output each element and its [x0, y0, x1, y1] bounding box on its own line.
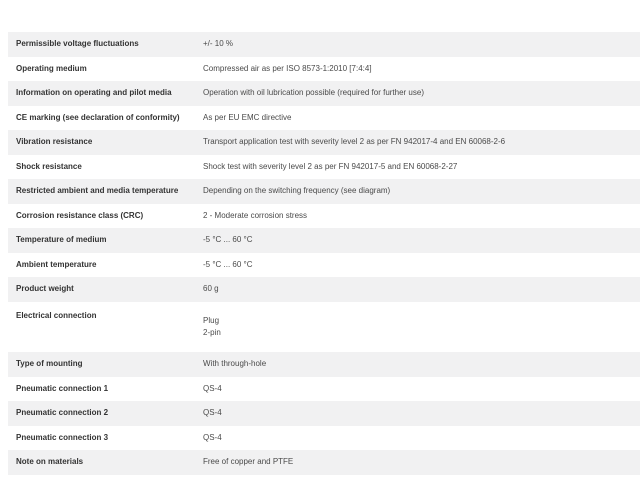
- table-row: [8, 377, 640, 402]
- table-row: [8, 204, 640, 229]
- row-value: 60 g: [195, 277, 640, 302]
- table-row: [8, 426, 640, 451]
- row-label: Temperature of medium: [8, 228, 195, 253]
- table-row: [8, 228, 640, 253]
- row-label: Pneumatic connection 3: [8, 426, 195, 451]
- row-value: +/- 10 %: [195, 32, 640, 57]
- table-row: [8, 401, 640, 426]
- table-row: [8, 106, 640, 131]
- row-label: Pneumatic connection 2: [8, 401, 195, 426]
- row-value: Compressed air as per ISO 8573-1:2010 [7:4:4]: [195, 57, 640, 82]
- row-value: Operation with oil lubrication possible (required for further use): [195, 81, 640, 106]
- row-label: Restricted ambient and media temperature: [8, 179, 195, 204]
- row-label: Type of mounting: [8, 352, 195, 377]
- table-row: [8, 253, 640, 278]
- row-value: Free of copper and PTFE: [195, 450, 640, 475]
- row-label: Note on materials: [8, 450, 195, 475]
- table-row: [8, 32, 640, 57]
- value-line: 2-pin: [203, 327, 221, 337]
- table-row: [8, 155, 640, 180]
- row-value: Shock test with severity level 2 as per FN 942017-5 and EN 60068-2-27: [195, 155, 640, 180]
- row-label: Corrosion resistance class (CRC): [8, 204, 195, 229]
- row-label: Ambient temperature: [8, 253, 195, 278]
- table-row: [8, 277, 640, 302]
- technical-data-table: [8, 32, 640, 475]
- row-value: QS-4: [195, 401, 640, 426]
- table-row: [8, 81, 640, 106]
- row-value: [195, 302, 640, 353]
- row-label: CE marking (see declaration of conformity): [8, 106, 195, 131]
- row-label: Shock resistance: [8, 155, 195, 180]
- table-row: [8, 450, 640, 475]
- table-row: [8, 302, 640, 353]
- row-value: As per EU EMC directive: [195, 106, 640, 131]
- table-row: [8, 352, 640, 377]
- table-row: [8, 179, 640, 204]
- row-value: QS-4: [195, 426, 640, 451]
- row-value: Transport application test with severity level 2 as per FN 942017-4 and EN 60068-2-6: [195, 130, 640, 155]
- row-value: With through-hole: [195, 352, 640, 377]
- value-line: Plug: [203, 315, 220, 325]
- table-row: [8, 130, 640, 155]
- row-label: Vibration resistance: [8, 130, 195, 155]
- row-value: -5 °C ... 60 °C: [195, 253, 640, 278]
- row-label: Product weight: [8, 277, 195, 302]
- row-label: Permissible voltage fluctuations: [8, 32, 195, 57]
- row-value: QS-4: [195, 377, 640, 402]
- row-label: Pneumatic connection 1: [8, 377, 195, 402]
- row-value: 2 - Moderate corrosion stress: [195, 204, 640, 229]
- row-value: -5 °C ... 60 °C: [195, 228, 640, 253]
- row-label: Information on operating and pilot media: [8, 81, 195, 106]
- row-value: Depending on the switching frequency (see diagram): [195, 179, 640, 204]
- table-row: [8, 57, 640, 82]
- row-label: Operating medium: [8, 57, 195, 82]
- row-label: Electrical connection: [8, 302, 195, 353]
